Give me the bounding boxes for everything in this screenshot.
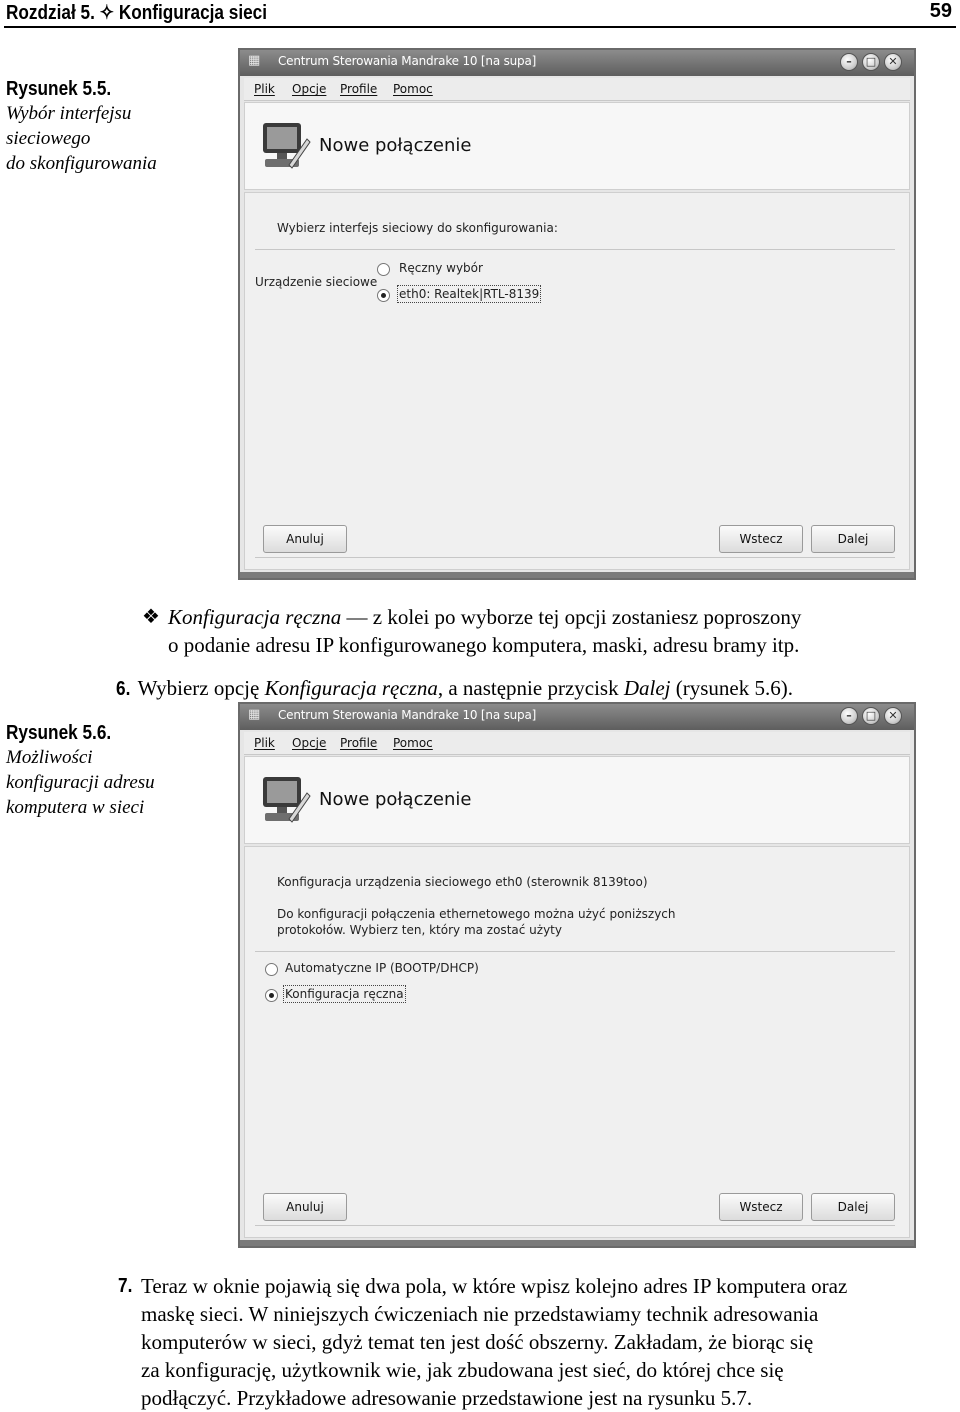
- step-text: (rysunek 5.6).: [670, 676, 793, 700]
- radio-eth0[interactable]: [377, 289, 390, 302]
- window-titlebar: [240, 50, 914, 76]
- figure-label: Rysunek 5.6.: [6, 722, 112, 744]
- menu-opcje[interactable]: Opcje: [292, 82, 327, 96]
- step-line: podłączyć. Przykładowe adresowanie przedstawione jest na rysunku 5.7.: [141, 1386, 753, 1410]
- next-button[interactable]: Dalej: [811, 525, 895, 553]
- maximize-icon[interactable]: □: [862, 53, 880, 71]
- figure-label: Rysunek 5.5.: [6, 78, 112, 100]
- network-computer-icon: [259, 773, 311, 827]
- device-config-heading: Konfiguracja urządzenia sieciowego eth0 (sterownik 8139too): [277, 875, 648, 889]
- step-number: 7.: [118, 1275, 133, 1297]
- radio-manual-selection[interactable]: [377, 263, 390, 276]
- window-status-strip: [240, 1240, 914, 1246]
- step-line: za konfigurację, użytkownik wie, jak zbudowana jest sieć, do której chce się: [141, 1358, 784, 1382]
- figure-caption-text: Możliwości konfiguracji adresu komputera w sieci: [6, 747, 155, 818]
- step-term: Dalej: [623, 676, 671, 700]
- bullet-line2: o podanie adresu IP konfigurowanego komputera, maski, adresu bramy itp.: [168, 633, 800, 657]
- network-computer-icon: [259, 119, 311, 173]
- back-button[interactable]: Wstecz: [719, 1193, 803, 1221]
- menu-pomoc[interactable]: Pomoc: [393, 82, 433, 96]
- back-button[interactable]: Wstecz: [719, 525, 803, 553]
- separator: [255, 557, 895, 558]
- radio-label-eth0[interactable]: eth0: Realtek|RTL-8139: [399, 287, 540, 301]
- menu-bar: [244, 78, 910, 101]
- wizard-content: [244, 846, 910, 1238]
- close-icon[interactable]: ✕: [884, 53, 902, 71]
- bullet-diamond-icon: ❖: [142, 606, 160, 628]
- chapter-title: Rozdział 5. ✧ Konfiguracja sieci: [6, 2, 268, 24]
- wizard-banner: [244, 102, 910, 190]
- bullet-line1: — z kolei po wyborze tej opcji zostaniesz poproszony: [346, 605, 802, 629]
- banner-title: Nowe połączenie: [319, 135, 472, 156]
- radio-label-dhcp[interactable]: Automatyczne IP (BOOTP/DHCP): [285, 961, 479, 975]
- step-line: maskę sieci. W niniejszych ćwiczeniach nie przedstawiamy technik adresowania: [141, 1302, 819, 1326]
- radio-manual-config[interactable]: [265, 989, 278, 1002]
- separator: [255, 249, 895, 250]
- step-6: [116, 674, 936, 703]
- protocol-description: protokołów. Wybierz ten, który ma zostać użyty: [277, 923, 562, 937]
- page-header: [4, 0, 956, 28]
- step-number: 6.: [116, 678, 131, 700]
- minimize-icon[interactable]: –: [840, 53, 858, 71]
- menu-profile[interactable]: Profile: [340, 736, 378, 750]
- window-title: Centrum Sterowania Mandrake 10 [na supa]: [278, 54, 537, 68]
- figure-caption-text: Wybór interfejsu sieciowego do skonfigurowania: [6, 103, 157, 174]
- app-window: [238, 48, 916, 580]
- step-line: komputerów w sieci, gdyż temat ten jest dość obszerny. Zakładam, że biorąc się: [141, 1330, 814, 1354]
- cancel-button[interactable]: Anuluj: [263, 525, 347, 553]
- bullet-paragraph: [168, 603, 948, 659]
- menu-plik[interactable]: Plik: [254, 736, 275, 750]
- window-status-strip: [240, 572, 914, 578]
- menu-pomoc[interactable]: Pomoc: [393, 736, 433, 750]
- next-button[interactable]: Dalej: [811, 1193, 895, 1221]
- close-icon[interactable]: ✕: [884, 707, 902, 725]
- figure-caption-5-5: [6, 78, 206, 176]
- figure-caption-5-6: [6, 722, 206, 820]
- device-label: Urządzenie sieciowe: [255, 275, 378, 289]
- radio-label-manual[interactable]: Ręczny wybór: [399, 261, 483, 275]
- interface-prompt: Wybierz interfejs sieciowy do skonfigurowania:: [277, 221, 558, 235]
- step-text: Wybierz opcję: [137, 676, 265, 700]
- window-titlebar: [240, 704, 914, 730]
- app-window: [238, 702, 916, 1248]
- term-manual-config: Konfiguracja ręczna: [168, 605, 342, 629]
- menu-bar: [244, 732, 910, 755]
- wizard-content: [244, 192, 910, 570]
- menu-plik[interactable]: Plik: [254, 82, 275, 96]
- window-menu-icon[interactable]: ▦: [248, 707, 261, 722]
- protocol-description: Do konfiguracji połączenia ethernetowego można użyć poniższych: [277, 907, 676, 921]
- separator: [255, 1225, 895, 1226]
- wizard-banner: [244, 756, 910, 844]
- page-number: 59: [929, 0, 952, 22]
- cancel-button[interactable]: Anuluj: [263, 1193, 347, 1221]
- step-text: , a następnie przycisk: [437, 676, 624, 700]
- step-line: Teraz w oknie pojawią się dwa pola, w które wpisz kolejno adres IP komputera oraz: [141, 1274, 848, 1298]
- radio-dhcp[interactable]: [265, 963, 278, 976]
- maximize-icon[interactable]: □: [862, 707, 880, 725]
- window-title: Centrum Sterowania Mandrake 10 [na supa]: [278, 708, 537, 722]
- separator: [255, 951, 895, 952]
- window-menu-icon[interactable]: ▦: [248, 53, 261, 68]
- step-term: Konfiguracja ręczna: [264, 676, 438, 700]
- step-7: [141, 1272, 956, 1412]
- menu-opcje[interactable]: Opcje: [292, 736, 327, 750]
- banner-title: Nowe połączenie: [319, 789, 472, 810]
- menu-profile[interactable]: Profile: [340, 82, 378, 96]
- radio-label-manual-config[interactable]: Konfiguracja ręczna: [285, 987, 404, 1001]
- minimize-icon[interactable]: –: [840, 707, 858, 725]
